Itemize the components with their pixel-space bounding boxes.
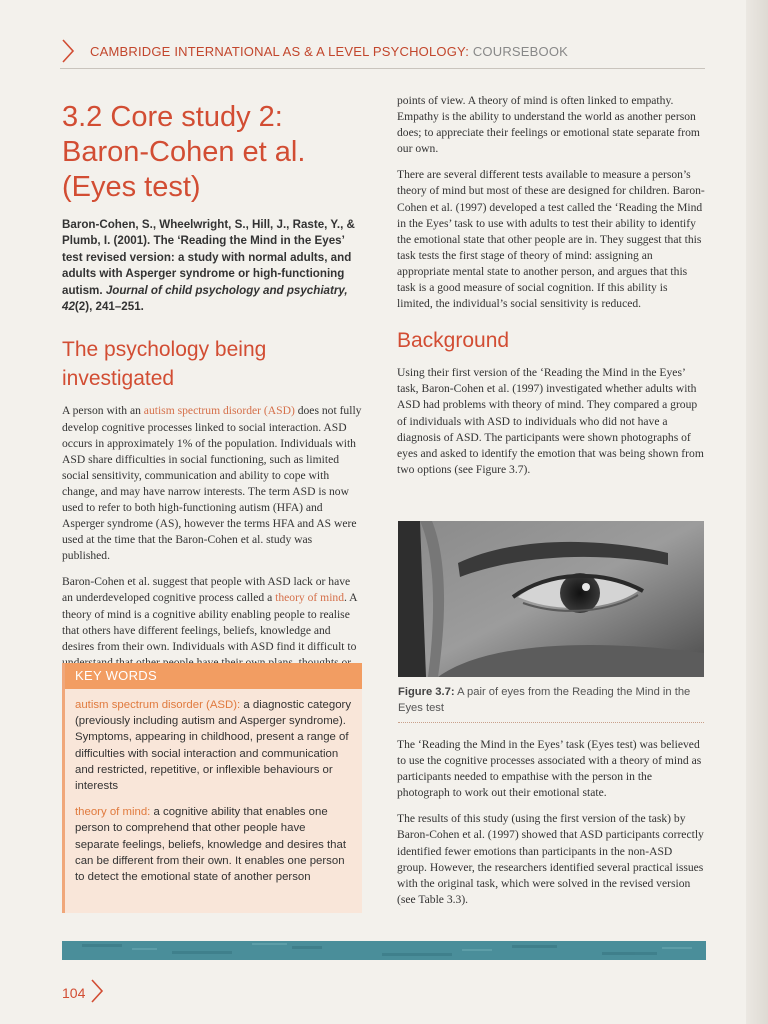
book-title bbox=[90, 44, 568, 59]
key-word-entry-theory-of-mind bbox=[75, 804, 352, 885]
paragraph-eyes-task: The ‘Reading the Mind in the Eyes’ task (Eyes test) was believed to use the cognitive processes associated with a theory of mind as participants needed to empathise with the person in the photograph to work out their emotional state. bbox=[397, 738, 702, 800]
footer-band bbox=[62, 941, 706, 960]
paragraph-asd-text-a: A person with an bbox=[62, 404, 144, 418]
paragraph-empathy: points of view. A theory of mind is often linked to empathy. Empathy is the ability to understand the world as another person does; to appreciate their feelings or emotional state separate from our own. bbox=[397, 94, 700, 156]
figure-caption bbox=[398, 684, 704, 716]
keyword-link-theory-of-mind[interactable]: theory of mind bbox=[275, 591, 345, 605]
figure-eyes-photo bbox=[398, 521, 704, 677]
key-word-definition: a cognitive ability that enables one person to comprehend that other people have separate feelings, beliefs, knowledge and desires that can be different from their own. It enables one person to detect the emotional state of another person bbox=[75, 806, 347, 884]
chevron-right-icon bbox=[60, 38, 76, 64]
paragraph-asd bbox=[62, 403, 362, 564]
key-words-box bbox=[62, 663, 362, 913]
book-title-main: CAMBRIDGE INTERNATIONAL AS & A LEVEL PSYCHOLOGY: bbox=[90, 44, 473, 59]
eyes-photo-image bbox=[398, 521, 704, 677]
right-column bbox=[397, 93, 705, 488]
page-number: 104 bbox=[62, 985, 86, 1001]
paragraph-theory-of-mind bbox=[62, 574, 362, 671]
paragraph-tom-text-b: . A theory of mind is a cognitive ability enabling people to realise that others have different feelings, beliefs, knowledge and desires from their own. Individuals with ASD find it difficult to bbox=[62, 591, 357, 653]
citation-journal: Journal of child psychology and psychiatry, 42 bbox=[62, 283, 348, 314]
section-title: 3.2 Core study 2: Baron-Cohen et al. (Eyes test) bbox=[62, 101, 306, 203]
left-column bbox=[62, 100, 362, 681]
heading-background: Background bbox=[397, 329, 510, 353]
key-word-definition: a diagnostic category (previously including autism and Asperger syndrome). Symptoms, appearing in childhood, present a range of difficulties with social interaction and communication and restricted, repetitive, or inflexible behaviours or interests bbox=[75, 699, 352, 793]
footer-band-texture bbox=[62, 941, 706, 960]
paragraph-background: Using their first version of the ‘Reading the Mind in the Eyes’ task, Baron-Cohen et al. (1997) investigated whether adults with ASD had problems with theory of mind. They compared a group of individuals with ASD to individuals who did not have a diagnosis of ASD. The participants were shown photographs of eyes and asked to identify the emotion that was being shown from two options (see Figure 3.7). bbox=[397, 366, 704, 476]
right-column-lower bbox=[397, 737, 705, 918]
key-words-heading: KEY WORDS bbox=[65, 663, 362, 689]
key-word-term: autism spectrum disorder (ASD): bbox=[75, 699, 241, 711]
key-word-term: theory of mind: bbox=[75, 806, 151, 819]
key-word-entry-asd bbox=[75, 697, 352, 794]
figure-divider bbox=[398, 722, 704, 723]
header-divider bbox=[60, 68, 705, 69]
paragraph-tests: There are several different tests available to measure a person’s theory of mind but most of these are designed for children. Baron-Cohen et al. (1997) developed a test called the ‘Reading the Mind in the Eyes’ task to use with adults to test their ability to identify the emotional state that other people are in. They suggest that this task tests the first stage of theory of mind: assigning an appropriate mental state to another person, and argues that this task is a good measure of social cognition. If this ability is limited, the individual’s social sensitivity is reduced. bbox=[397, 168, 705, 311]
citation-pages: (2), 241–251. bbox=[74, 300, 144, 314]
book-title-sub: COURSEBOOK bbox=[472, 44, 569, 59]
chevron-right-icon bbox=[90, 978, 104, 1004]
citation-text: Baron-Cohen, S., Wheelwright, S., Hill, J., Raste, Y., & Plumb, I. (2001). The ‘Reading the Mind in the Eyes’ test revised version: a study with normal adults, and adults with Asperger syndrome or high-functioning autism. bbox=[62, 218, 355, 297]
paragraph-results: The results of this study (using the first version of the task) by Baron-Cohen et al. (1997) showed that ASD participants correctly identified fewer emotions than participants in the non-ASD group. However, the researchers identified several practical issues with the original task, which were solved in the revised version (see Table 3.3). bbox=[397, 812, 704, 906]
paragraph-asd-text-b: does not fully develop cognitive processes linked to social interaction. ASD occurs in approximately 1% of the population. Individuals with ASD share difficulties in social functioning, such as limited social sensitivity, communication and ability to cope with change, and may have narrow interests. The term ASD is now used to refer to both high-functioning autism (HFA) and Asperger syndrome (AS), however the terms HFA and AS were used at the time that the Baron-Cohen et al. study was published. bbox=[62, 404, 362, 563]
running-header bbox=[60, 38, 710, 68]
key-words-list bbox=[65, 689, 362, 885]
reference-citation bbox=[62, 217, 362, 315]
figure-caption-text: A pair of eyes from the Reading the Mind in the Eyes test bbox=[398, 686, 691, 714]
keyword-link-asd[interactable]: autism spectrum disorder (ASD) bbox=[143, 404, 295, 418]
page-edge-shadow bbox=[746, 0, 768, 1024]
figure-label: Figure 3.7: bbox=[398, 686, 455, 698]
heading-psychology-investigated: The psychology being investigated bbox=[62, 338, 267, 391]
paragraph-tom-text-a: Baron-Cohen et al. suggest that people with ASD lack or have an underdeveloped cognitive process called a bbox=[62, 575, 351, 605]
